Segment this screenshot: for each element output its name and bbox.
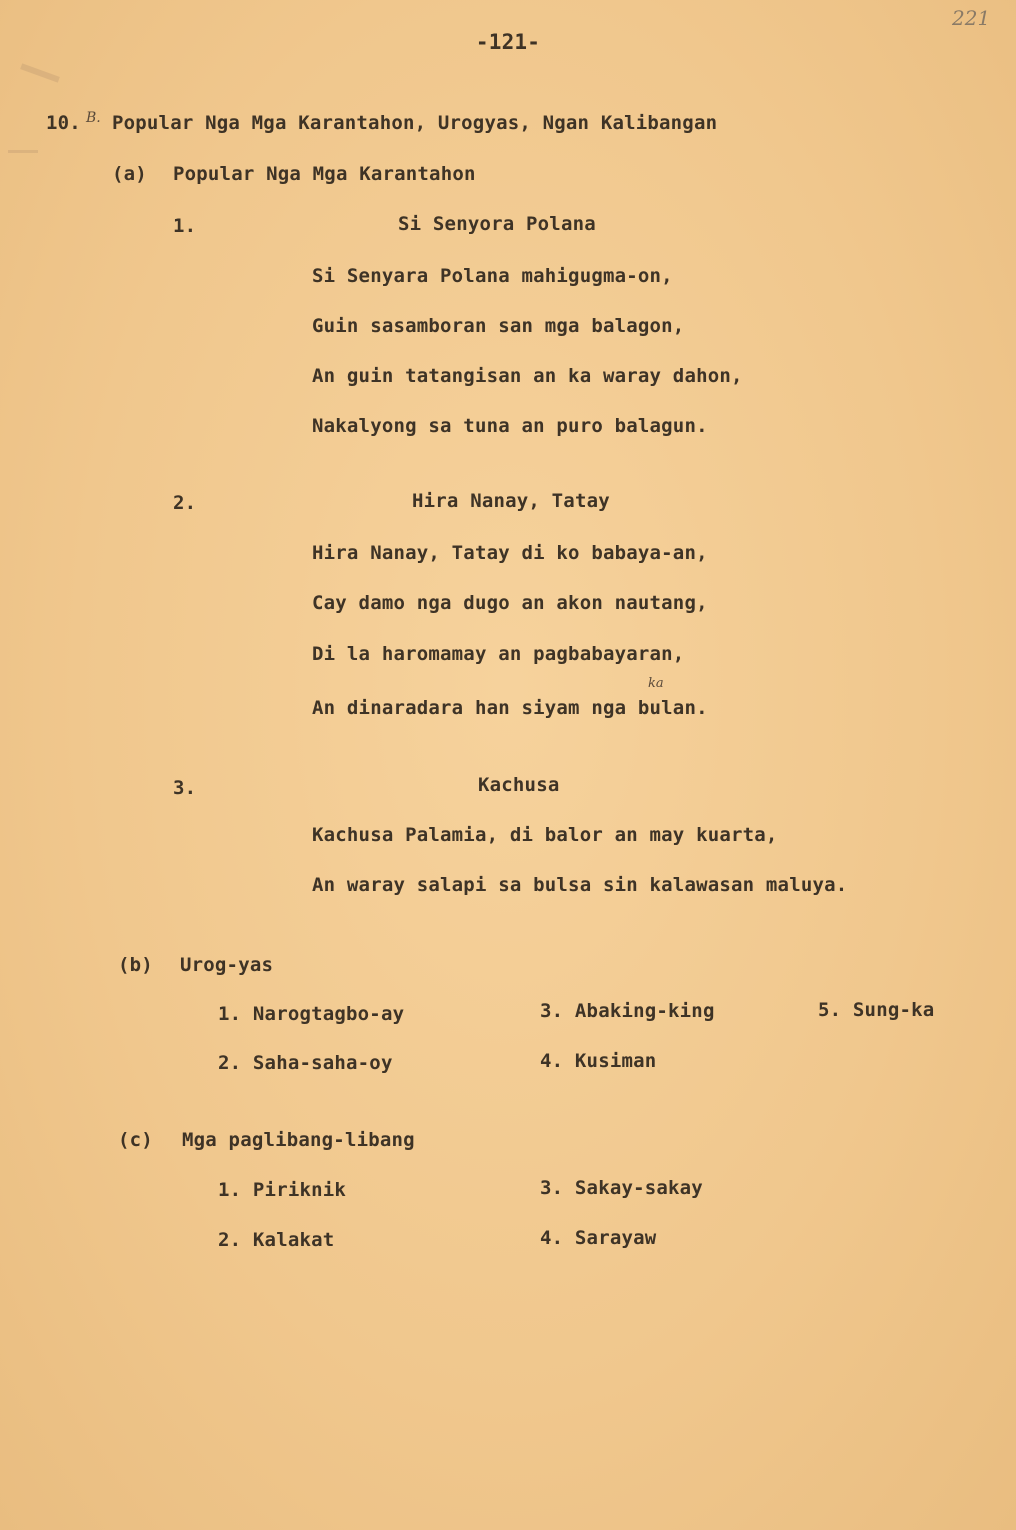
song-line: An dinaradara han siyam nga bulan. — [312, 697, 708, 719]
section-c-title: Mga paglibang-libang — [182, 1129, 415, 1151]
list-item: 5. Sung-ka — [818, 999, 935, 1021]
song-title: Kachusa — [478, 774, 560, 796]
list-item: 4. Kusiman — [540, 1050, 657, 1072]
list-item: 1. Narogtagbo-ay — [218, 1003, 405, 1025]
handwritten-correction: B. — [86, 110, 101, 126]
paper-stain — [8, 150, 38, 153]
list-item: 2. Saha-saha-oy — [218, 1052, 393, 1074]
song-title: Si Senyora Polana — [398, 213, 596, 235]
song-number: 3. — [173, 777, 197, 799]
paper-stain — [20, 63, 60, 82]
page-number: -121- — [475, 30, 541, 54]
list-item: 3. Abaking-king — [540, 1000, 715, 1022]
section-b-title: Urog-yas — [180, 954, 274, 976]
section-a-label: (a) — [112, 163, 147, 185]
song-line: Kachusa Palamia, di balor an may kuarta, — [312, 824, 778, 846]
song-line: An waray salapi sa bulsa sin kalawasan maluya. — [312, 874, 848, 896]
handwritten-insert: ka — [648, 676, 664, 691]
heading-number: 10. — [46, 112, 81, 134]
song-number: 1. — [173, 215, 197, 237]
list-item: 1. Piriknik — [218, 1179, 347, 1201]
song-line: An guin tatangisan an ka waray dahon, — [312, 365, 743, 387]
list-item: 2. Kalakat — [218, 1229, 335, 1251]
section-a-title: Popular Nga Mga Karantahon — [173, 163, 476, 185]
list-item: 3. Sakay-sakay — [540, 1177, 703, 1199]
song-line: Nakalyong sa tuna an puro balagun. — [312, 415, 708, 437]
heading-title: Popular Nga Mga Karantahon, Urogyas, Ngan Kalibangan — [112, 112, 718, 134]
song-line: Guin sasamboran san mga balagon, — [312, 315, 685, 337]
section-c-label: (c) — [118, 1129, 153, 1151]
song-line: Di la haromamay an pagbabayaran, — [312, 643, 685, 665]
song-line: Hira Nanay, Tatay di ko babaya-an, — [312, 542, 708, 564]
song-line: Si Senyara Polana mahigugma-on, — [312, 265, 673, 287]
section-b-label: (b) — [118, 954, 153, 976]
song-line: Cay damo nga dugo an akon nautang, — [312, 592, 708, 614]
list-item: 4. Sarayaw — [540, 1227, 657, 1249]
handwritten-page-number: 221 — [952, 6, 991, 30]
song-title: Hira Nanay, Tatay — [412, 490, 610, 512]
song-number: 2. — [173, 492, 197, 514]
